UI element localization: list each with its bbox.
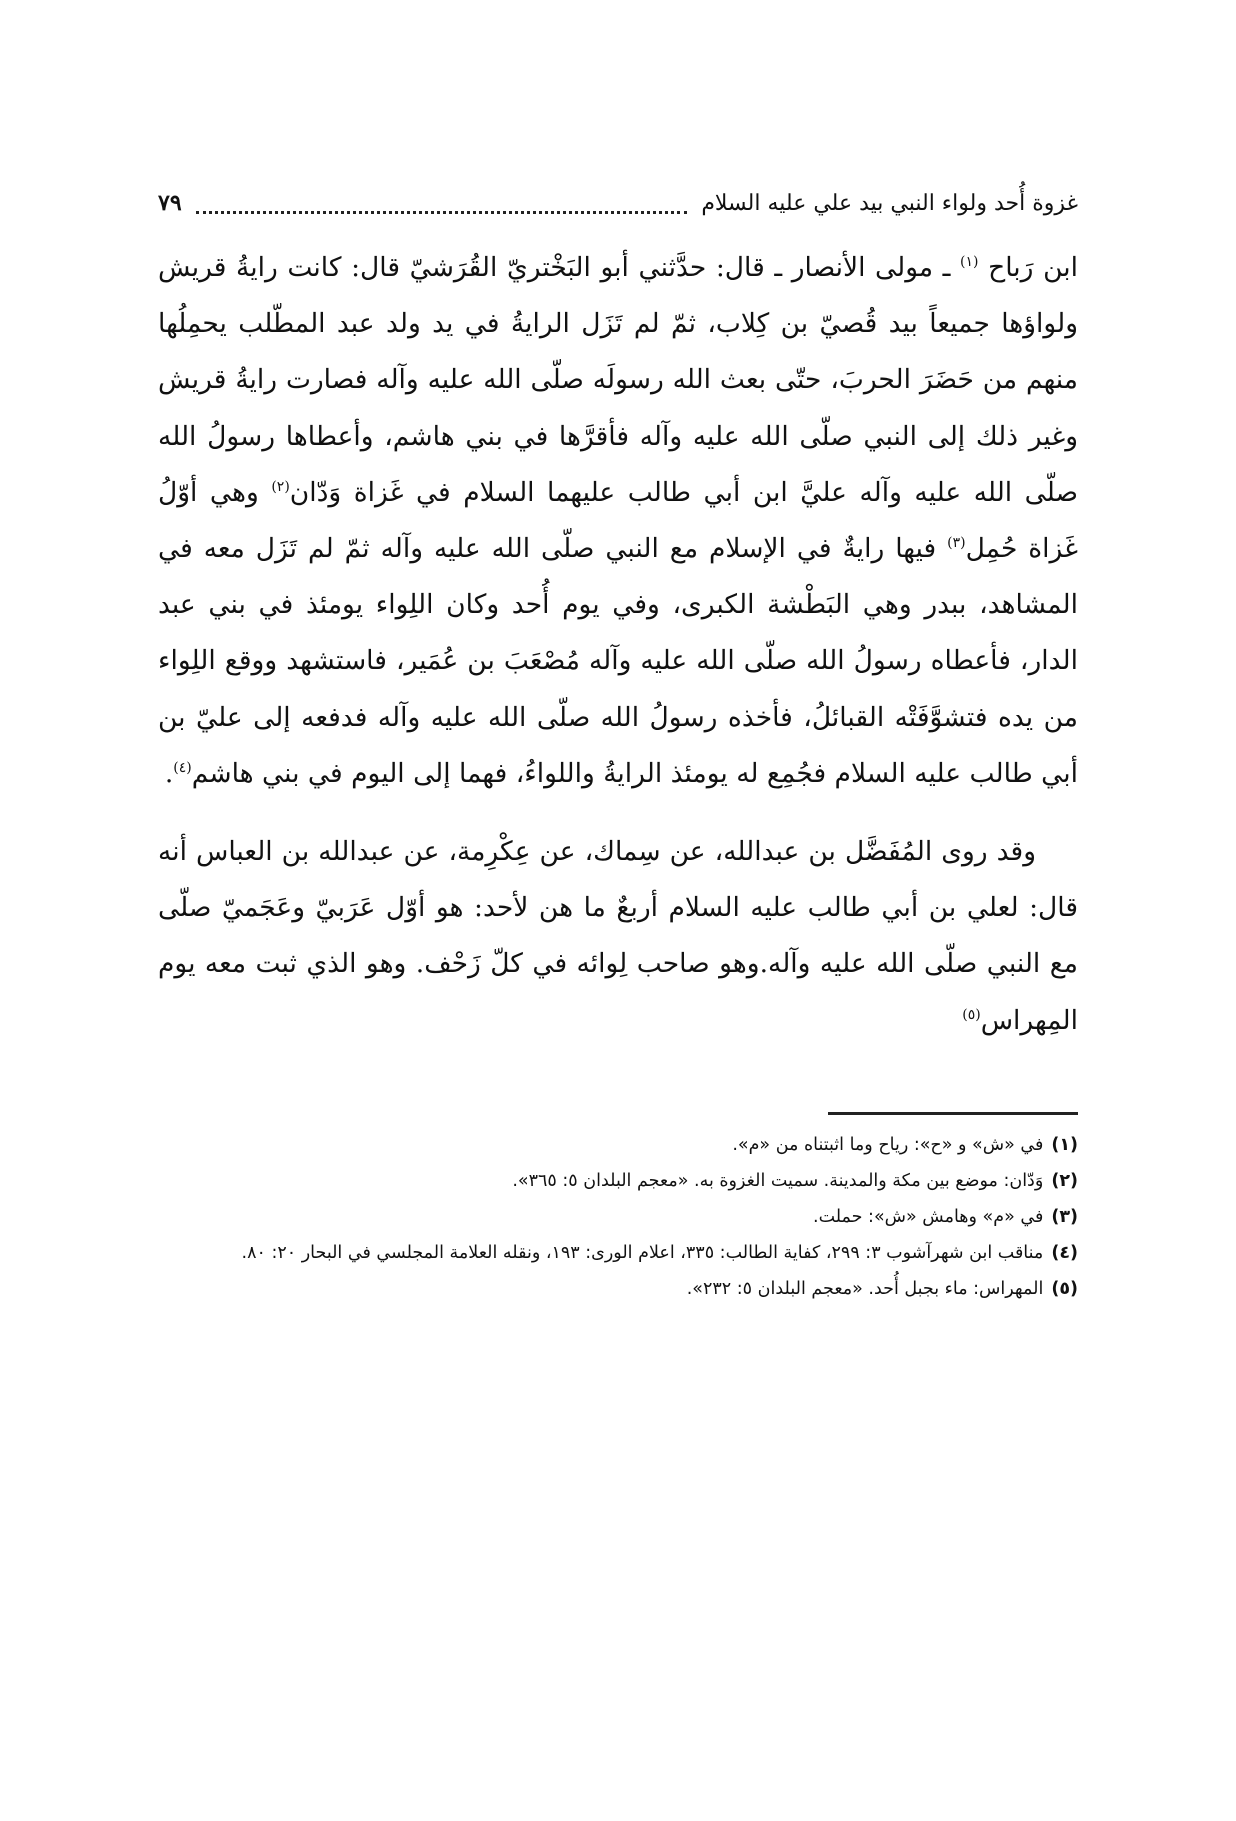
dotted-leader [196,211,688,214]
footnote-text: وَدّان: موضع بين مكة والمدينة. سميت الغزوة به. «معجم البلدان ٥: ٣٦٥». [512,1170,1044,1191]
footnote-number: (٥) [1051,1278,1078,1299]
footnote-number: (٤) [1051,1242,1078,1263]
footnote-3 [158,1199,1078,1235]
main-text [158,240,1078,1049]
footnote-ref-2: (٢) [271,478,290,495]
book-page [158,188,1078,1307]
footnote-text: في «ش» و «ح»: رياح وما اثبتناه من «م». [732,1134,1044,1155]
text-run: . [164,757,174,789]
footnotes [158,1127,1078,1307]
footnote-separator [828,1112,1078,1115]
footnote-number: (٢) [1051,1170,1078,1191]
footnote-ref-5: (٥) [962,1006,981,1023]
text-run: فيها رايةٌ في الإسلام مع النبي صلّى الله عليه وآله ثمّ لم تَزَل معه في المشاهد، ببدر وهي البَطْشة الكبرى، وفي يوم أُحد وكان اللِواء يومئذ في بني عبد الدار، فأعطاه رسولُ الله صلّى الله عليه وآله مُصْعَبَ بن عُمَير، فاستشهد ووقع اللِواء من يده فتشوَّفَتْه القبائلُ، فأخذه رسولُ الله صلّى الله عليه وآله فدفعه إلى عليّ بن أبي طالب عليه السلام فجُمِع له يومئذ الرايةُ واللواءُ، فهما إلى اليوم في بني هاشم [158,533,1078,789]
footnote-1 [158,1127,1078,1163]
paragraph-2 [158,824,1078,1049]
footnote-5 [158,1271,1078,1307]
footnote-ref-4: (٤) [173,760,192,776]
footnote-text: المهراس: ماء بجبل أُحد. «معجم البلدان ٥: ٢٣٢». [686,1278,1044,1299]
text-run: وهي أوّلُ غَزاة حُمِل [158,476,1078,565]
text-run: ابن رَباح [978,252,1078,283]
running-header [158,188,1078,222]
footnote-number: (١) [1051,1134,1078,1155]
page-number: ٧٩ [158,190,182,216]
footnote-ref-1: (١) [960,254,979,271]
running-title: غزوة أُحد ولواء النبي بيد علي عليه السلام [701,191,1078,216]
footnote-4 [158,1235,1078,1271]
paragraph-1 [158,240,1078,802]
footnote-ref-3: (٣) [947,535,966,552]
footnote-text: في «م» وهامش «ش»: حملت. [813,1206,1044,1227]
footnote-text: مناقب ابن شهرآشوب ٣: ٢٩٩، كفاية الطالب: ٣٣٥، اعلام الورى: ١٩٣، ونقله العلامة المجلسي في البحار ٢٠: ٨٠. [241,1242,1044,1263]
text-run: وقد روى المُفَضَّل بن عبدالله، عن سِماك، عن عِكْرِمة، عن عبدالله بن العباس أنه قال: لعلي بن أبي طالب عليه السلام أربعٌ ما هن لأحد: هو أوّل عَرَبيّ وعَجَميّ صلّى مع النبي صلّى الله عليه وآله.وهو صاحب لِوائه في كلّ زَحْف. وهو الذي ثبت معه يوم المِهراس [158,836,1078,1036]
footnote-2 [158,1163,1078,1199]
footnote-number: (٣) [1051,1206,1078,1227]
text-run: ـ مولى الأنصار ـ قال: حدَّثني أبو البَخْتريّ القُرَشيّ قال: كانت رايةُ قريش ولواؤها جميعاً بيد قُصيّ بن كِلاب، ثمّ لم تَزَل الرايةُ في يد ولد عبد المطّلب يحمِلُها منهم من حَضَرَ الحربَ، حتّى بعث الله رسولَه صلّى الله عليه وآله فصارت رايةُ قريش وغير ذلك إلى النبي صلّى الله عليه وآله فأقرَّها في بني هاشم، وأعطاها رسولُ الله صلّى الله عليه وآله عليَّ ابن أبي طالب عليهما السلام في غَزاة وَدّان [158,252,1079,508]
